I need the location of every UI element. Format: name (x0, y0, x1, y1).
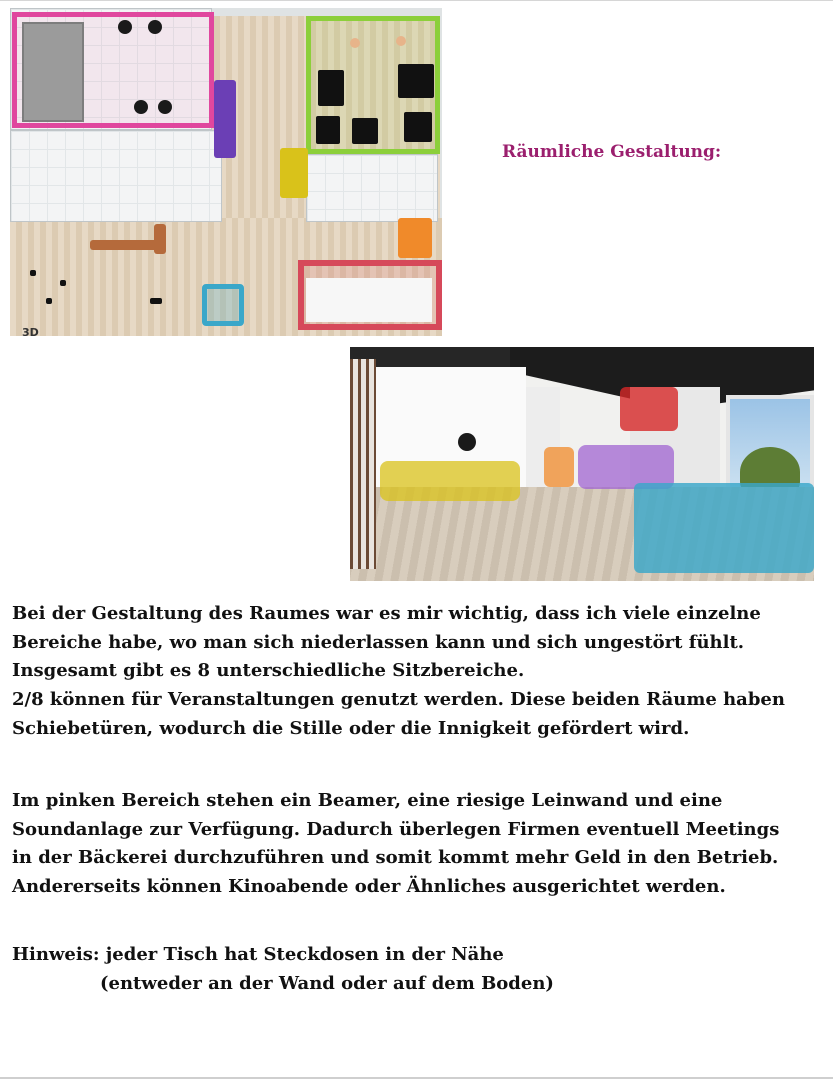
text-line: Bereiche habe, wo man sich niederlassen kann und sich ungestört fühlt. (12, 631, 745, 653)
bottom-divider (0, 1077, 833, 1079)
stool (46, 298, 52, 304)
wall-clock (458, 433, 476, 451)
text-line: Hinweis: jeder Tisch hat Steckdosen in der Nähe (12, 944, 504, 965)
top-divider (0, 0, 833, 1)
stool (30, 270, 36, 276)
table-dot (118, 20, 132, 34)
zone-purple (214, 80, 236, 158)
zone-yellow (280, 148, 308, 198)
text-line: Soundanlage zur Verfügung. Dadurch überlegen Firmen eventuell Meetings (12, 818, 780, 840)
bakery-counter (90, 240, 164, 250)
floor-plan-image (10, 8, 442, 336)
room-render-image (350, 347, 814, 581)
text-line: Schiebetüren, wodurch die Stille oder die Innigkeit gefördert wird. (12, 717, 690, 739)
table-dot (134, 100, 148, 114)
table (404, 112, 432, 142)
text-line: (entweder an der Wand oder auf dem Boden) (100, 972, 554, 994)
table-dot (396, 36, 406, 46)
render-zone-orange (544, 447, 574, 487)
render-zone-yellow (380, 461, 520, 501)
room-middle-left (10, 130, 222, 222)
table-dot (158, 100, 172, 114)
screen-area (22, 22, 84, 122)
text-line: 2/8 können für Veranstaltungen genutzt werden. Diese beiden Räume haben (12, 689, 785, 711)
stool (150, 298, 162, 304)
section-heading: Räumliche Gestaltung: (502, 142, 722, 162)
paragraph-3 (12, 941, 554, 998)
floorplan-label: 3D (22, 326, 39, 336)
table-dot (148, 20, 162, 34)
text-line: Insgesamt gibt es 8 unterschiedliche Sitzbereiche. (12, 660, 525, 682)
room-restrooms (306, 154, 438, 222)
table (398, 64, 434, 98)
render-zone-red (620, 387, 678, 431)
zone-orange (398, 218, 432, 258)
text-line: Andererseits können Kinoabende oder Ähnliches ausgerichtet werden. (12, 876, 726, 898)
bakery-counter (154, 224, 166, 254)
stool (60, 280, 66, 286)
paragraph-1 (12, 600, 785, 744)
paragraph-2 (12, 787, 779, 902)
render-zone-blue (634, 483, 814, 573)
text-line: Im pinken Bereich stehen ein Beamer, eine riesige Leinwand und eine (12, 790, 723, 811)
table (318, 70, 344, 106)
text-line: in der Bäckerei durchzuführen und somit kommt mehr Geld in den Betrieb. (12, 847, 779, 869)
zone-blue (202, 284, 244, 326)
red-zone-inner (306, 278, 432, 322)
table (352, 118, 378, 144)
text-line: Bei der Gestaltung des Raumes war es mir wichtig, dass ich viele einzelne (12, 603, 761, 624)
table (316, 116, 340, 144)
render-wood-slats (350, 359, 376, 569)
table-dot (350, 38, 360, 48)
